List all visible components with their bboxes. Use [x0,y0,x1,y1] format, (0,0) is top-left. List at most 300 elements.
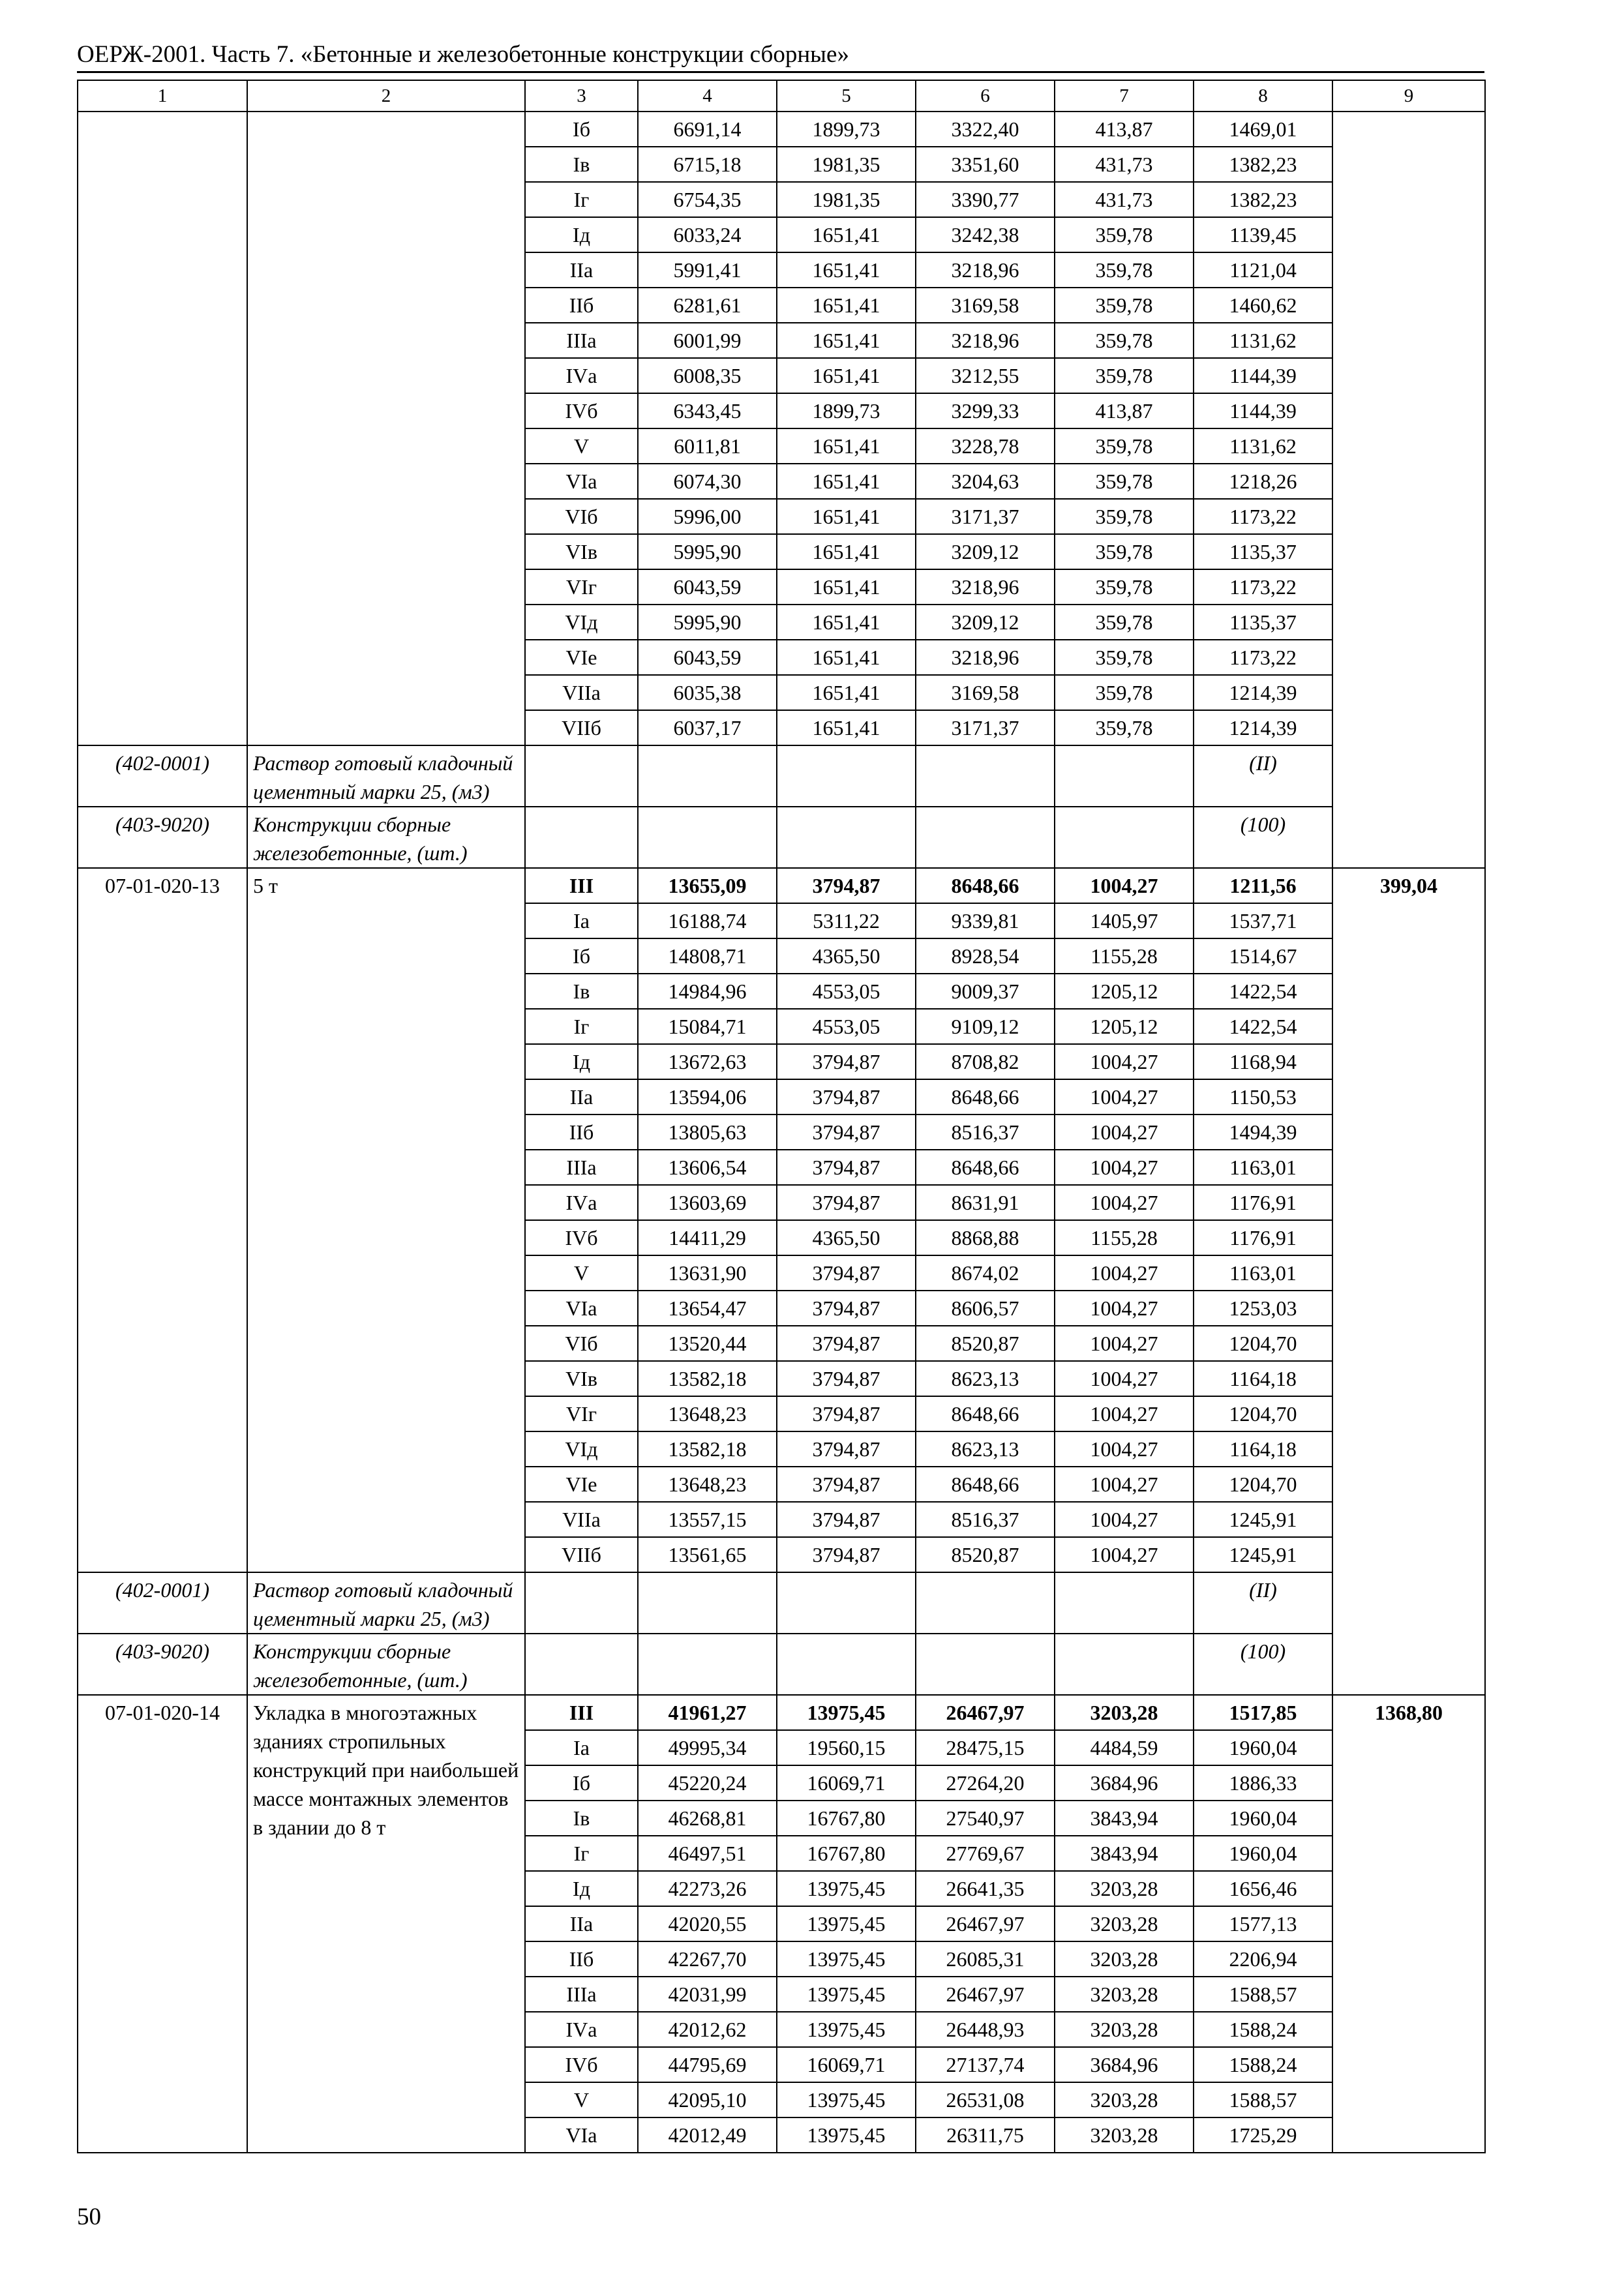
material-cost-cell: 1517,85 [1194,1695,1332,1730]
total-cost-cell: 45220,24 [638,1765,777,1801]
wage-cell: 1651,41 [777,499,916,534]
total-cost-cell: 15084,71 [638,1009,777,1044]
region-cell: VIб [525,1326,638,1361]
empty-cell [777,807,916,868]
machinist-wage-cell: 431,73 [1055,147,1194,182]
machine-cell: 26467,97 [916,1695,1055,1730]
wage-cell: 3794,87 [777,1467,916,1502]
total-cost-cell: 42031,99 [638,1977,777,2012]
material-cost-cell: 1469,01 [1194,112,1332,147]
item-description: 5 т [247,868,525,1572]
machine-cell: 3390,77 [916,182,1055,217]
machine-cell: 3299,33 [916,393,1055,428]
total-cost-cell: 6754,35 [638,182,777,217]
machine-cell: 3218,96 [916,569,1055,605]
region-cell: V [525,1255,638,1291]
column-number: 8 [1194,80,1332,112]
region-cell: VIд [525,1431,638,1467]
material-cost-cell: 1577,13 [1194,1906,1332,1941]
machine-cell: 26085,31 [916,1941,1055,1977]
region-cell: VIIб [525,710,638,745]
total-cost-cell: 13557,15 [638,1502,777,1537]
material-name: Раствор готовый кладочный цементный марки 25, (м3) [247,745,525,807]
total-cost-cell: 6001,99 [638,323,777,358]
machinist-wage-cell: 413,87 [1055,112,1194,147]
machinist-wage-cell: 1004,27 [1055,1467,1194,1502]
material-cost-cell: 1139,45 [1194,217,1332,252]
machine-cell: 27769,67 [916,1836,1055,1871]
material-cost-cell: 1218,26 [1194,464,1332,499]
machine-cell: 3171,37 [916,499,1055,534]
total-cost-cell: 5996,00 [638,499,777,534]
region-cell: Iа [525,1730,638,1765]
empty-cell [1055,1572,1194,1634]
machinist-wage-cell: 431,73 [1055,182,1194,217]
material-cost-cell: 1176,91 [1194,1185,1332,1220]
wage-cell: 16767,80 [777,1836,916,1871]
empty-cell [525,745,638,807]
region-cell: Iд [525,1871,638,1906]
column-number: 4 [638,80,777,112]
wage-cell: 4553,05 [777,1009,916,1044]
wage-cell: 1651,41 [777,358,916,393]
total-cost-cell: 13631,90 [638,1255,777,1291]
machinist-wage-cell: 3843,94 [1055,1836,1194,1871]
machinist-wage-cell: 359,78 [1055,288,1194,323]
wage-cell: 3794,87 [777,1079,916,1115]
region-cell: Iб [525,938,638,974]
machine-cell: 3209,12 [916,534,1055,569]
wage-cell: 1651,41 [777,534,916,569]
wage-cell: 3794,87 [777,1044,916,1079]
machinist-wage-cell: 3203,28 [1055,1871,1194,1906]
machinist-wage-cell: 1004,27 [1055,1079,1194,1115]
description-cell [247,112,525,745]
item-code: 07-01-020-14 [78,1695,247,2153]
material-row [78,807,1485,868]
empty-cell [525,807,638,868]
machinist-wage-cell: 359,78 [1055,569,1194,605]
column-numbers-row [78,80,1485,112]
region-cell: Iд [525,217,638,252]
machinist-wage-cell: 1004,27 [1055,1431,1194,1467]
region-cell: IIа [525,252,638,288]
region-cell: IIб [525,1115,638,1150]
empty-cell [1055,745,1194,807]
region-cell: IIб [525,1941,638,1977]
column-number: 3 [525,80,638,112]
wage-cell: 1651,41 [777,675,916,710]
total-cost-cell: 13606,54 [638,1150,777,1185]
total-cost-cell: 42012,62 [638,2012,777,2047]
total-cost-cell: 6037,17 [638,710,777,745]
region-cell: IIIа [525,1150,638,1185]
empty-cell [1055,1634,1194,1695]
machine-cell: 8516,37 [916,1115,1055,1150]
machine-cell: 8648,66 [916,1079,1055,1115]
material-cost-cell: 1144,39 [1194,358,1332,393]
region-cell: VIIа [525,1502,638,1537]
machinist-wage-cell: 4484,59 [1055,1730,1194,1765]
total-cost-cell: 13655,09 [638,868,777,903]
empty-cell [638,1634,777,1695]
wage-cell: 16069,71 [777,2047,916,2082]
machine-cell: 26641,35 [916,1871,1055,1906]
region-cell: Iа [525,903,638,938]
header-rule [77,71,1484,73]
machinist-wage-cell: 359,78 [1055,534,1194,569]
wage-cell: 4365,50 [777,938,916,974]
region-cell: VIе [525,1467,638,1502]
region-cell: IIа [525,1906,638,1941]
machine-cell: 8606,57 [916,1291,1055,1326]
machinist-wage-cell: 3203,28 [1055,1695,1194,1730]
page-number: 50 [77,2204,101,2230]
item-col9: 399,04 [1332,868,1485,1695]
wage-cell: 3794,87 [777,1396,916,1431]
machine-cell: 8520,87 [916,1537,1055,1572]
machine-cell: 8648,66 [916,1467,1055,1502]
machinist-wage-cell: 1004,27 [1055,1537,1194,1572]
empty-cell [777,745,916,807]
total-cost-cell: 6691,14 [638,112,777,147]
material-cost-cell: 1588,57 [1194,1977,1332,2012]
wage-cell: 3794,87 [777,1291,916,1326]
machine-cell: 26467,97 [916,1977,1055,2012]
total-cost-cell: 13520,44 [638,1326,777,1361]
machine-cell: 3212,55 [916,358,1055,393]
material-cost-cell: 1514,67 [1194,938,1332,974]
total-cost-cell: 14808,71 [638,938,777,974]
wage-cell: 13975,45 [777,1695,916,1730]
material-cost-cell: 1422,54 [1194,974,1332,1009]
machinist-wage-cell: 1004,27 [1055,1326,1194,1361]
material-cost-cell: 1245,91 [1194,1502,1332,1537]
material-row [78,1572,1485,1634]
material-cost-cell: 1204,70 [1194,1396,1332,1431]
price-table [77,80,1486,2153]
region-cell: VIIа [525,675,638,710]
machine-cell: 8520,87 [916,1326,1055,1361]
machinist-wage-cell: 359,78 [1055,252,1194,288]
total-cost-cell: 6008,35 [638,358,777,393]
machine-cell: 8648,66 [916,868,1055,903]
wage-cell: 1651,41 [777,605,916,640]
wage-cell: 3794,87 [777,1185,916,1220]
machine-cell: 3242,38 [916,217,1055,252]
wage-cell: 19560,15 [777,1730,916,1765]
material-cost-cell: 1176,91 [1194,1220,1332,1255]
material-cost-cell: 1960,04 [1194,1730,1332,1765]
region-cell: III [525,1695,638,1730]
wage-cell: 3794,87 [777,1361,916,1396]
machinist-wage-cell: 3203,28 [1055,2117,1194,2153]
region-cell: IIIа [525,1977,638,2012]
wage-cell: 13975,45 [777,2082,916,2117]
region-cell: VIа [525,2117,638,2153]
total-cost-cell: 13582,18 [638,1431,777,1467]
region-cell: Iб [525,1765,638,1801]
total-cost-cell: 5991,41 [638,252,777,288]
machine-cell: 3169,58 [916,288,1055,323]
material-cost-cell: 1588,57 [1194,2082,1332,2117]
material-row [78,1634,1485,1695]
machine-cell: 8648,66 [916,1396,1055,1431]
machinist-wage-cell: 413,87 [1055,393,1194,428]
machine-cell: 8631,91 [916,1185,1055,1220]
machine-cell: 9109,12 [916,1009,1055,1044]
total-cost-cell: 13805,63 [638,1115,777,1150]
machinist-wage-cell: 359,78 [1055,640,1194,675]
total-cost-cell: 6043,59 [638,569,777,605]
material-code: (403-9020) [78,1634,247,1695]
column-number: 7 [1055,80,1194,112]
material-name: Конструкции сборные железобетонные, (шт.) [247,807,525,868]
empty-cell [916,745,1055,807]
material-cost-cell: 1656,46 [1194,1871,1332,1906]
machine-cell: 3218,96 [916,252,1055,288]
empty-cell [525,1572,638,1634]
total-cost-cell: 13582,18 [638,1361,777,1396]
column-number: 1 [78,80,247,112]
region-cell: V [525,2082,638,2117]
total-cost-cell: 42012,49 [638,2117,777,2153]
wage-cell: 5311,22 [777,903,916,938]
material-cost-cell: 1204,70 [1194,1467,1332,1502]
material-value: (100) [1194,1634,1332,1695]
material-cost-cell: 1460,62 [1194,288,1332,323]
wage-cell: 13975,45 [777,1906,916,1941]
machinist-wage-cell: 359,78 [1055,323,1194,358]
wage-cell: 1899,73 [777,112,916,147]
material-cost-cell: 1886,33 [1194,1765,1332,1801]
column-number: 9 [1332,80,1485,112]
region-cell: Iг [525,1836,638,1871]
region-cell: Iб [525,112,638,147]
material-code: (403-9020) [78,807,247,868]
empty-cell [1055,807,1194,868]
wage-cell: 1651,41 [777,217,916,252]
machinist-wage-cell: 359,78 [1055,464,1194,499]
empty-cell [525,1634,638,1695]
machinist-wage-cell: 1004,27 [1055,1150,1194,1185]
machine-cell: 26448,93 [916,2012,1055,2047]
machine-cell: 26311,75 [916,2117,1055,2153]
region-cell: VIIб [525,1537,638,1572]
price-table-body [78,80,1485,2153]
total-cost-cell: 13648,23 [638,1396,777,1431]
region-cell: IVа [525,2012,638,2047]
col9-cell [1332,112,1485,868]
machine-cell: 9339,81 [916,903,1055,938]
empty-cell [916,807,1055,868]
machine-cell: 3351,60 [916,147,1055,182]
material-cost-cell: 1725,29 [1194,2117,1332,2153]
machine-cell: 8623,13 [916,1361,1055,1396]
machinist-wage-cell: 1405,97 [1055,903,1194,938]
material-cost-cell: 1163,01 [1194,1150,1332,1185]
wage-cell: 1651,41 [777,288,916,323]
wage-cell: 1651,41 [777,323,916,358]
machine-cell: 8623,13 [916,1431,1055,1467]
machinist-wage-cell: 1004,27 [1055,868,1194,903]
machinist-wage-cell: 359,78 [1055,217,1194,252]
total-cost-cell: 13594,06 [638,1079,777,1115]
machinist-wage-cell: 1004,27 [1055,1502,1194,1537]
empty-cell [638,745,777,807]
region-cell: IIIа [525,323,638,358]
region-cell: Iг [525,182,638,217]
material-cost-cell: 2206,94 [1194,1941,1332,1977]
empty-cell [777,1572,916,1634]
machinist-wage-cell: 1155,28 [1055,1220,1194,1255]
material-value: (II) [1194,745,1332,807]
empty-cell [638,1572,777,1634]
total-cost-cell: 42267,70 [638,1941,777,1977]
region-cell: Iв [525,974,638,1009]
material-cost-cell: 1173,22 [1194,499,1332,534]
machinist-wage-cell: 3203,28 [1055,1941,1194,1977]
material-cost-cell: 1173,22 [1194,640,1332,675]
empty-cell [916,1572,1055,1634]
material-cost-cell: 1150,53 [1194,1079,1332,1115]
machinist-wage-cell: 1205,12 [1055,974,1194,1009]
material-name: Конструкции сборные железобетонные, (шт.) [247,1634,525,1695]
material-code: (402-0001) [78,1572,247,1634]
total-cost-cell: 49995,34 [638,1730,777,1765]
column-number: 6 [916,80,1055,112]
machinist-wage-cell: 359,78 [1055,428,1194,464]
page-header-title: ОЕРЖ-2001. Часть 7. «Бетонные и железобетонные конструкции сборные» [77,41,849,68]
wage-cell: 1651,41 [777,464,916,499]
total-cost-cell: 14411,29 [638,1220,777,1255]
material-code: (402-0001) [78,745,247,807]
machinist-wage-cell: 3684,96 [1055,1765,1194,1801]
total-cost-cell: 42095,10 [638,2082,777,2117]
material-cost-cell: 1422,54 [1194,1009,1332,1044]
material-cost-cell: 1144,39 [1194,393,1332,428]
machine-cell: 8674,02 [916,1255,1055,1291]
machine-cell: 27540,97 [916,1801,1055,1836]
wage-cell: 13975,45 [777,1871,916,1906]
wage-cell: 3794,87 [777,1255,916,1291]
region-cell: VIг [525,1396,638,1431]
total-cost-cell: 6011,81 [638,428,777,464]
machinist-wage-cell: 359,78 [1055,605,1194,640]
machine-cell: 3218,96 [916,323,1055,358]
wage-cell: 3794,87 [777,1431,916,1467]
wage-cell: 4553,05 [777,974,916,1009]
machine-cell: 26531,08 [916,2082,1055,2117]
region-cell: VIг [525,569,638,605]
material-cost-cell: 1121,04 [1194,252,1332,288]
region-cell: Iв [525,147,638,182]
machinist-wage-cell: 3684,96 [1055,2047,1194,2082]
region-cell: VIа [525,464,638,499]
material-cost-cell: 1211,56 [1194,868,1332,903]
wage-cell: 1651,41 [777,640,916,675]
material-cost-cell: 1164,18 [1194,1361,1332,1396]
wage-cell: 1651,41 [777,428,916,464]
material-cost-cell: 1382,23 [1194,147,1332,182]
machinist-wage-cell: 1004,27 [1055,1185,1194,1220]
region-cell: IVб [525,393,638,428]
machinist-wage-cell: 3203,28 [1055,2012,1194,2047]
total-cost-cell: 14984,96 [638,974,777,1009]
material-cost-cell: 1382,23 [1194,182,1332,217]
machine-cell: 3228,78 [916,428,1055,464]
material-cost-cell: 1164,18 [1194,1431,1332,1467]
machinist-wage-cell: 3203,28 [1055,1977,1194,2012]
machine-cell: 27264,20 [916,1765,1055,1801]
wage-cell: 1981,35 [777,147,916,182]
wage-cell: 16069,71 [777,1765,916,1801]
machinist-wage-cell: 1004,27 [1055,1396,1194,1431]
item-description: Укладка в многоэтажных зданиях стропильных конструкций при наибольшей массе монтажных элементов в здании до 8 т [247,1695,525,2153]
total-cost-cell: 44795,69 [638,2047,777,2082]
wage-cell: 3794,87 [777,1502,916,1537]
region-cell: Iг [525,1009,638,1044]
total-cost-cell: 6281,61 [638,288,777,323]
item-main-row [78,1695,1485,1730]
material-cost-cell: 1135,37 [1194,534,1332,569]
material-cost-cell: 1204,70 [1194,1326,1332,1361]
total-cost-cell: 42273,26 [638,1871,777,1906]
machine-cell: 26467,97 [916,1906,1055,1941]
machinist-wage-cell: 1004,27 [1055,1255,1194,1291]
machine-cell: 8516,37 [916,1502,1055,1537]
wage-cell: 3794,87 [777,1150,916,1185]
machinist-wage-cell: 1004,27 [1055,1115,1194,1150]
total-cost-cell: 41961,27 [638,1695,777,1730]
wage-cell: 13975,45 [777,2012,916,2047]
material-cost-cell: 1163,01 [1194,1255,1332,1291]
material-value: (II) [1194,1572,1332,1634]
total-cost-cell: 13603,69 [638,1185,777,1220]
wage-cell: 3794,87 [777,1326,916,1361]
wage-cell: 1651,41 [777,710,916,745]
region-cell: V [525,428,638,464]
total-cost-cell: 5995,90 [638,605,777,640]
material-cost-cell: 1131,62 [1194,323,1332,358]
machine-cell: 27137,74 [916,2047,1055,2082]
machinist-wage-cell: 1004,27 [1055,1361,1194,1396]
machinist-wage-cell: 1004,27 [1055,1044,1194,1079]
region-cell: VIе [525,640,638,675]
machinist-wage-cell: 3203,28 [1055,2082,1194,2117]
total-cost-cell: 6715,18 [638,147,777,182]
total-cost-cell: 13672,63 [638,1044,777,1079]
machine-cell: 3209,12 [916,605,1055,640]
material-value: (100) [1194,807,1332,868]
region-cell: VIв [525,1361,638,1396]
total-cost-cell: 13561,65 [638,1537,777,1572]
item-main-row [78,868,1485,903]
item-code: 07-01-020-13 [78,868,247,1572]
region-cell: VIб [525,499,638,534]
wage-cell: 1651,41 [777,569,916,605]
wage-cell: 13975,45 [777,1941,916,1977]
region-cell: VIв [525,534,638,569]
total-cost-cell: 6033,24 [638,217,777,252]
machine-cell: 3218,96 [916,640,1055,675]
wage-cell: 3794,87 [777,1115,916,1150]
region-cell: IIа [525,1079,638,1115]
material-cost-cell: 1960,04 [1194,1801,1332,1836]
region-cell: IVа [525,358,638,393]
region-cell: VIа [525,1291,638,1326]
wage-cell: 13975,45 [777,1977,916,2012]
